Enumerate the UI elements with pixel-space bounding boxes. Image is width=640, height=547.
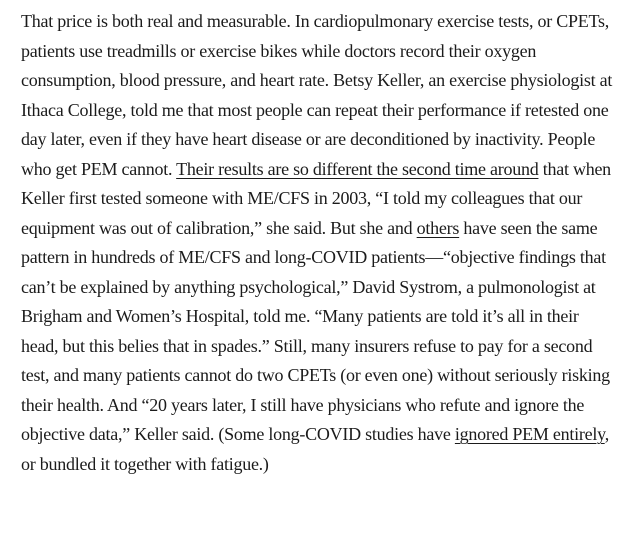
paragraph-text: have seen the same pattern in hundreds of ME/CFS and long-COVID patients—“objective findings that can’t be explained by anything psychological,” David Systrom, a pulmonologist at Brigham and Women’s Hospital, told me. “Many patients are told it’s all in their head, but this belies that in spades.” Still, many insurers refuse to pay for a second test, and many patients cannot do two CPETs (or even one) without seriously risking their health. And “20 years later, I still have physicians who refute and ignore the objective data,” Keller said. (Some long-COVID studies have bbox=[21, 217, 610, 444]
paragraph-text: , or bundled it together with fatigue.) bbox=[21, 424, 609, 474]
link-others[interactable]: others bbox=[416, 217, 460, 238]
paragraph-text: that when Keller first tested someone with ME/CFS in 2003, “I told my colleagues that our equipment was out of calibration,” she said. But she and bbox=[21, 158, 611, 238]
article-paragraph bbox=[21, 7, 614, 479]
paragraph-text: That price is both real and measurable. In cardiopulmonary exercise tests, or CPETs, patients use treadmills or exercise bikes while doctors record their oxygen consumption, blood pressure, and heart rate. Betsy Keller, an exercise physiologist at Ithaca College, told me that most people can repeat their performance if retested one day later, even if they have heart disease or are deconditioned by inactivity. People who get PEM cannot. bbox=[21, 11, 613, 179]
link-their-results-are-so-different[interactable]: Their results are so different the second time around bbox=[176, 158, 539, 179]
link-ignored-pem-entirely[interactable]: ignored PEM entirely bbox=[454, 424, 605, 444]
